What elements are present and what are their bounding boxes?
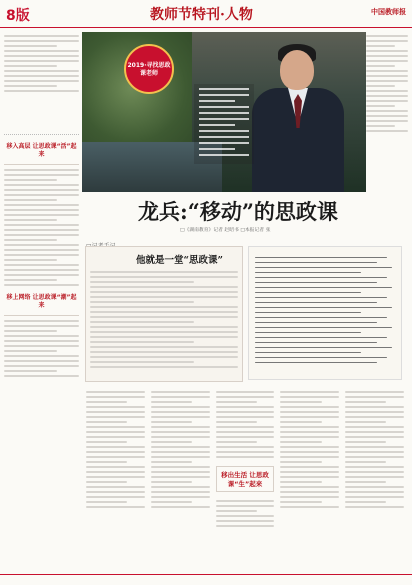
lead-text-block xyxy=(4,35,79,135)
left-column xyxy=(4,32,79,570)
left-body-2 xyxy=(4,320,79,377)
text-col-1 xyxy=(86,386,145,564)
text-col-5 xyxy=(345,386,404,564)
award-badge: 2019·寻找思政课老师 xyxy=(124,44,174,94)
page-footer xyxy=(0,574,412,585)
text-col-3 xyxy=(216,386,275,564)
text-col-4 xyxy=(280,386,339,564)
text-col-2 xyxy=(151,386,210,564)
section-title: 教师节特刊·人物 xyxy=(150,7,253,23)
lower-article xyxy=(86,386,404,564)
essay-box xyxy=(85,246,243,382)
photo-quote-box xyxy=(194,84,254,164)
page-number: 8版 xyxy=(6,8,30,24)
main-headline: 龙兵:“移动”的思政课 xyxy=(138,199,338,224)
left-subhead-2: 移上网络 让思政课“潮”起来 xyxy=(6,294,77,309)
handwritten-letter xyxy=(248,246,402,380)
right-column xyxy=(366,32,408,192)
left-body-1 xyxy=(4,169,79,286)
lower-subhead: 移出生活 让思政课“生”起来 xyxy=(216,466,275,492)
page-header xyxy=(0,0,412,28)
essay-title: 他就是一堂“思政课” xyxy=(136,255,223,266)
byline: □《湖南教育》记者 赵昭书 □本报记者 张 xyxy=(180,228,271,233)
masthead: 中国教师报 xyxy=(371,7,406,16)
left-subhead-1: 移入高层 让思政课“活”起来 xyxy=(6,143,77,158)
lead-photo xyxy=(82,32,366,192)
